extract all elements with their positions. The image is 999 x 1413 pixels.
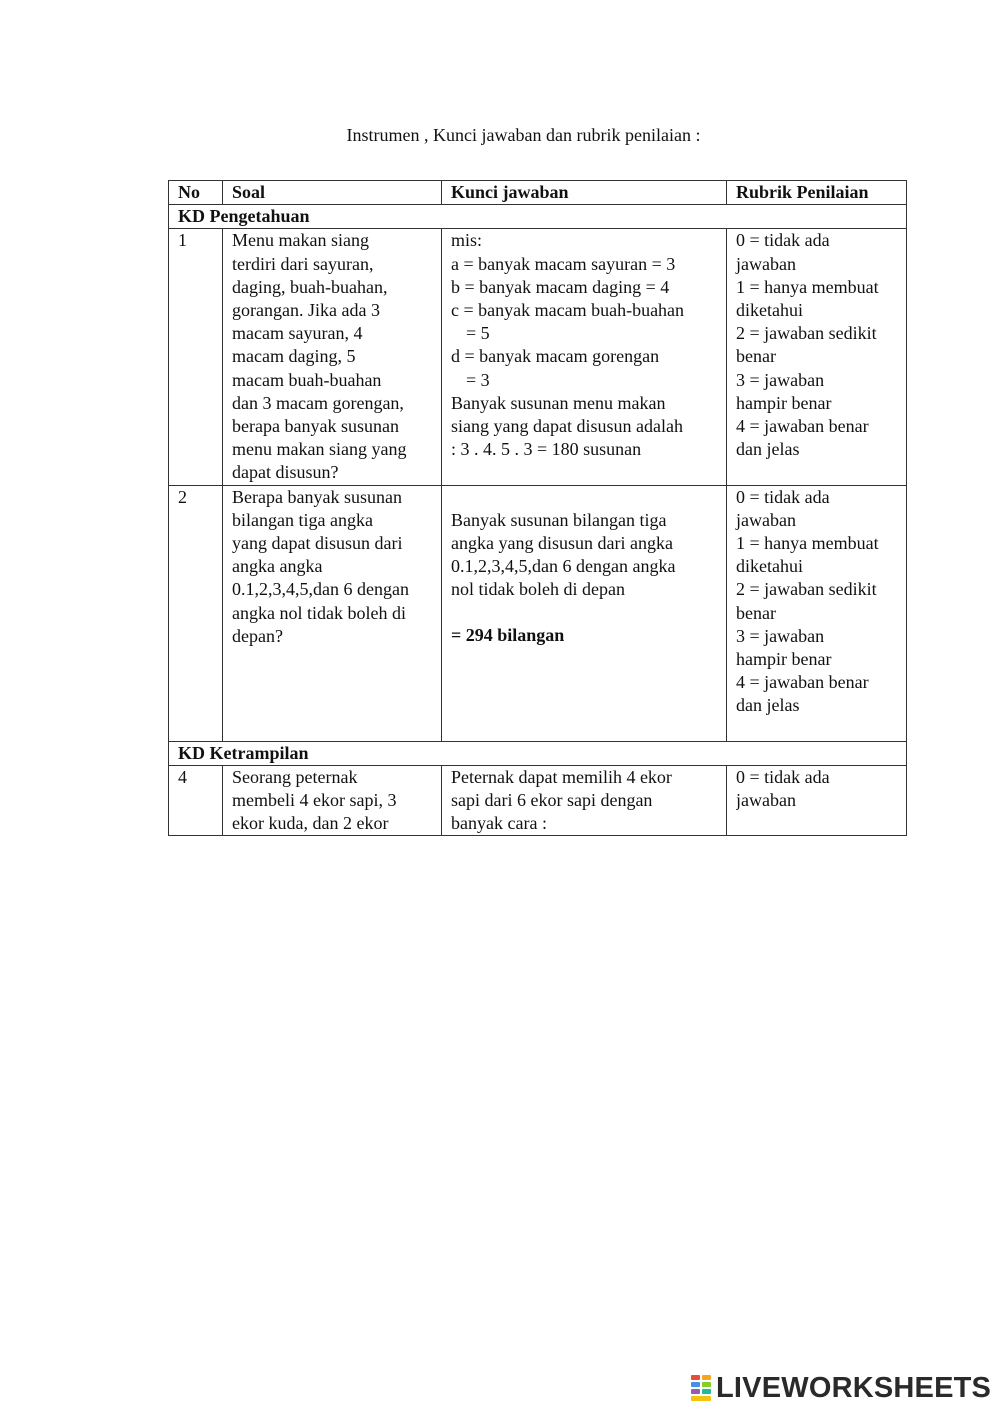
- row2-rubric: 0 = tidak ada jawaban 1 = hanya membuat diketahui 2 = jawaban sedikit benar 3 = jawaban hampir benar 4 = jawaban benar dan jelas: [727, 485, 907, 741]
- header-kunci-jawaban: Kunci jawaban: [442, 181, 727, 205]
- row2-answer-result: = 294 bilangan: [451, 625, 565, 646]
- row1-answer-key: mis: a = banyak macam sayuran = 3 b = banyak macam daging = 4 c = banyak macam buah-buahan = 5 d = banyak macam gorengan = 3 Banyak susunan menu makan siang yang dapat disusun adalah : 3 . 4. 5 . 3 = 180 susunan: [442, 229, 727, 485]
- row1-number: 1: [169, 229, 223, 485]
- row1-question: Menu makan siang terdiri dari sayuran, daging, buah-buahan, gorangan. Jika ada 3 macam sayuran, 4 macam daging, 5 macam buah-buahan dan 3 macam gorengan, berapa banyak susunan menu makan siang yang dapat disusun?: [223, 229, 442, 485]
- liveworksheets-logo-text: LIVEWORKSHEETS: [716, 1371, 992, 1404]
- liveworksheets-logo-icon: [690, 1374, 712, 1402]
- row2-answer-key: Banyak susunan bilangan tiga angka yang disusun dari angka 0.1,2,3,4,5,dan 6 dengan angka nol tidak boleh di depan = 294 bilangan: [442, 485, 727, 741]
- row4-rubric: 0 = tidak ada jawaban: [727, 765, 907, 835]
- header-soal: Soal: [223, 181, 442, 205]
- document-title: Instrumen , Kunci jawaban dan rubrik penilaian :: [346, 125, 701, 145]
- header-row: [169, 181, 907, 205]
- table-row: [169, 485, 907, 741]
- row1-rubric: 0 = tidak ada jawaban 1 = hanya membuat diketahui 2 = jawaban sedikit benar 3 = jawaban hampir benar 4 = jawaban benar dan jelas: [727, 229, 907, 485]
- section-ketrampilan-label: KD Ketrampilan: [169, 741, 907, 765]
- row4-question: Seorang peternak membeli 4 ekor sapi, 3 ekor kuda, dan 2 ekor: [223, 765, 442, 835]
- assessment-table: [168, 180, 907, 836]
- header-rubrik-penilaian: Rubrik Penilaian: [727, 181, 907, 205]
- row2-number: 2: [169, 485, 223, 741]
- section-row-ketrampilan: [169, 741, 907, 765]
- row4-answer-key: Peternak dapat memilih 4 ekor sapi dari 6 ekor sapi dengan banyak cara :: [442, 765, 727, 835]
- row2-question: Berapa banyak susunan bilangan tiga angka yang dapat disusun dari angka angka 0.1,2,3,4,5,dan 6 dengan angka nol tidak boleh di depan?: [223, 485, 442, 741]
- section-row-pengetahuan: [169, 205, 907, 229]
- section-pengetahuan-label: KD Pengetahuan: [169, 205, 907, 229]
- liveworksheets-logo[interactable]: [690, 1372, 991, 1404]
- table-row: [169, 229, 907, 485]
- table-row: [169, 765, 907, 835]
- row4-number: 4: [169, 765, 223, 835]
- header-no: No: [169, 181, 223, 205]
